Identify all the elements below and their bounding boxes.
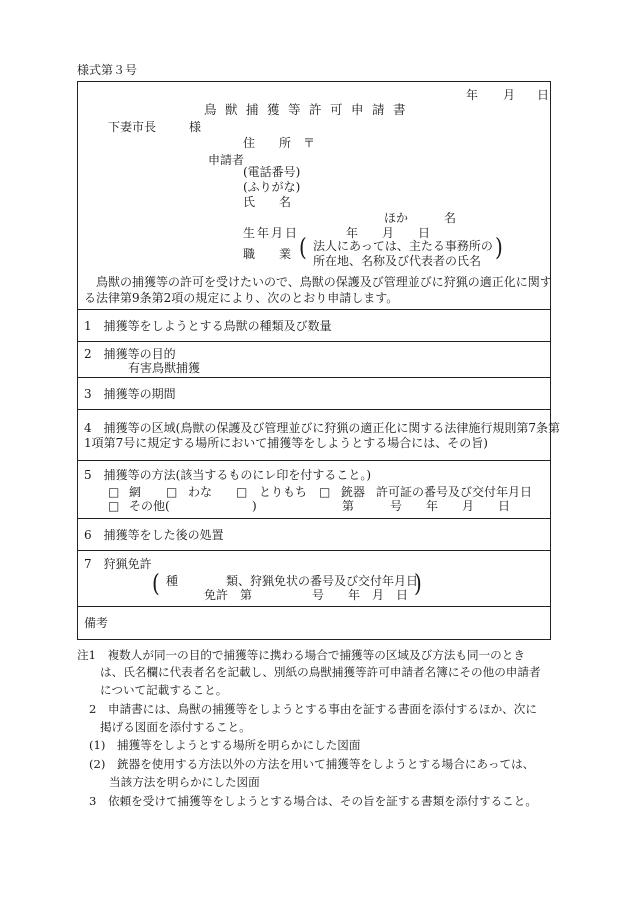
form-title: 鳥獣捕獲等許可申請書 bbox=[204, 102, 415, 117]
license-bracket-close: ) bbox=[414, 568, 422, 598]
section-2-label: 2 捕獲等の目的 bbox=[84, 347, 176, 361]
date-day: 日 bbox=[537, 88, 550, 102]
permit-number-label: 許可証の番号及び交付年月日 bbox=[376, 485, 533, 499]
addressee-city: 下妻市長 bbox=[108, 120, 157, 134]
occupation-bracket-open: ( bbox=[299, 232, 307, 262]
license-line1: 種 類、狩猟免状の番号及び交付年月日 bbox=[166, 574, 419, 588]
section-5-label: 5 捕獲等の方法(該当するものにレ印を付すること。) bbox=[84, 468, 372, 482]
note-line: 2 申請書には、鳥獣の捕獲等をしようとする事由を証する書面を添付するほか、次に bbox=[89, 702, 537, 716]
section-divider bbox=[77, 409, 551, 410]
checkbox-birdlime[interactable]: □ bbox=[236, 485, 248, 499]
license-bracket-open: ( bbox=[152, 568, 160, 598]
section-2-value: 有害鳥獣捕獲 bbox=[128, 361, 201, 375]
applicant-phone-label: (電話番号) bbox=[243, 165, 301, 179]
occupation-note-line2: 所在地、名称及び代表者の氏名 bbox=[313, 254, 482, 268]
form-number: 様式第３号 bbox=[77, 63, 138, 77]
applicant-birthdate-units: 年 月 日 bbox=[346, 226, 431, 240]
occupation-note-line1: 法人にあっては、主たる事務所の bbox=[313, 239, 493, 253]
applicant-others-label: ほか 名 bbox=[384, 211, 457, 225]
note-line: (1) 捕獲等をしようとする場所を明らかにした図面 bbox=[89, 738, 361, 752]
method-other-label: その他( bbox=[129, 499, 170, 513]
method-net-label: 網 bbox=[129, 485, 142, 499]
section-3-label: 3 捕獲等の期間 bbox=[84, 387, 176, 401]
applicant-name-label: 氏 名 bbox=[243, 195, 292, 209]
occupation-bracket-close: ) bbox=[495, 232, 503, 262]
section-divider bbox=[77, 606, 551, 607]
note-line: 3 依頼を受けて捕獲等をしようとする場合は、その旨を証する書類を添付すること。 bbox=[89, 794, 537, 808]
method-other-close: ) bbox=[252, 499, 257, 513]
note-line: 掲げる図面を添付すること。 bbox=[100, 720, 251, 734]
section-divider bbox=[77, 309, 551, 310]
section-divider bbox=[77, 341, 551, 342]
section-6-label: 6 捕獲等をした後の処置 bbox=[84, 528, 224, 542]
checkbox-net[interactable]: □ bbox=[108, 485, 120, 499]
applicant-label: 申請者 bbox=[208, 153, 245, 167]
section-4-line2: 1項第7号に規定する場所において捕獲等をしようとする場合には、その旨) bbox=[84, 436, 488, 450]
checkbox-trap[interactable]: □ bbox=[166, 485, 178, 499]
method-birdlime-label: とりもち bbox=[259, 485, 308, 499]
remarks-label: 備考 bbox=[84, 616, 109, 630]
method-trap-label: わな bbox=[188, 485, 213, 499]
section-7-label: 7 狩猟免許 bbox=[84, 557, 152, 571]
intro-text-line1: 鳥獣の捕獲等の許可を受けたいので、鳥獣の保護及び管理並びに狩猟の適正化に関す bbox=[84, 275, 552, 289]
applicant-address-label: 住 所 〒 bbox=[243, 136, 316, 150]
checkbox-firearm[interactable]: □ bbox=[319, 485, 331, 499]
date-month: 月 bbox=[503, 88, 516, 102]
date-year: 年 bbox=[466, 88, 479, 102]
applicant-furigana-label: (ふりがな) bbox=[243, 180, 301, 194]
note-line: (2) 銃器を使用する方法以外の方法を用いて捕獲等をしようとする場合にあっては、 bbox=[89, 757, 535, 771]
section-1-label: 1 捕獲等をしようとする鳥獣の種類及び数量 bbox=[84, 319, 332, 333]
intro-text-line2: る法律第9条第2項の規定により、次のとおり申請します。 bbox=[84, 291, 399, 305]
section-4-line1: 4 捕獲等の区域(鳥獣の保護及び管理並びに狩猟の適正化に関する法律施行規則第7条第 bbox=[84, 421, 560, 435]
license-line2: 免許 第 号 年 月 日 bbox=[204, 588, 409, 602]
section-divider bbox=[77, 460, 551, 461]
note-line: について記載すること。 bbox=[100, 683, 228, 697]
addressee-honorific: 様 bbox=[189, 120, 202, 134]
applicant-occupation-label: 職 業 bbox=[243, 247, 292, 261]
checkbox-other[interactable]: □ bbox=[108, 499, 120, 513]
section-divider bbox=[77, 550, 551, 551]
note-line: 当該方法を明らかにした図面 bbox=[109, 775, 260, 789]
section-divider bbox=[77, 518, 551, 519]
permit-number-units: 第 号 年 月 日 bbox=[342, 499, 511, 513]
applicant-birthdate-label: 生年月日 bbox=[243, 226, 300, 240]
note-line: 注1 複数人が同一の目的で捕獲等に携わる場合で捕獲等の区域及び方法も同一のとき bbox=[77, 648, 525, 662]
note-line: は、氏名欄に代表者名を記載し、別紙の鳥獣捕獲等許可申請者名簿にその他の申請者 bbox=[100, 665, 541, 679]
section-divider bbox=[77, 377, 551, 378]
method-firearm-label: 銃器 bbox=[341, 485, 366, 499]
